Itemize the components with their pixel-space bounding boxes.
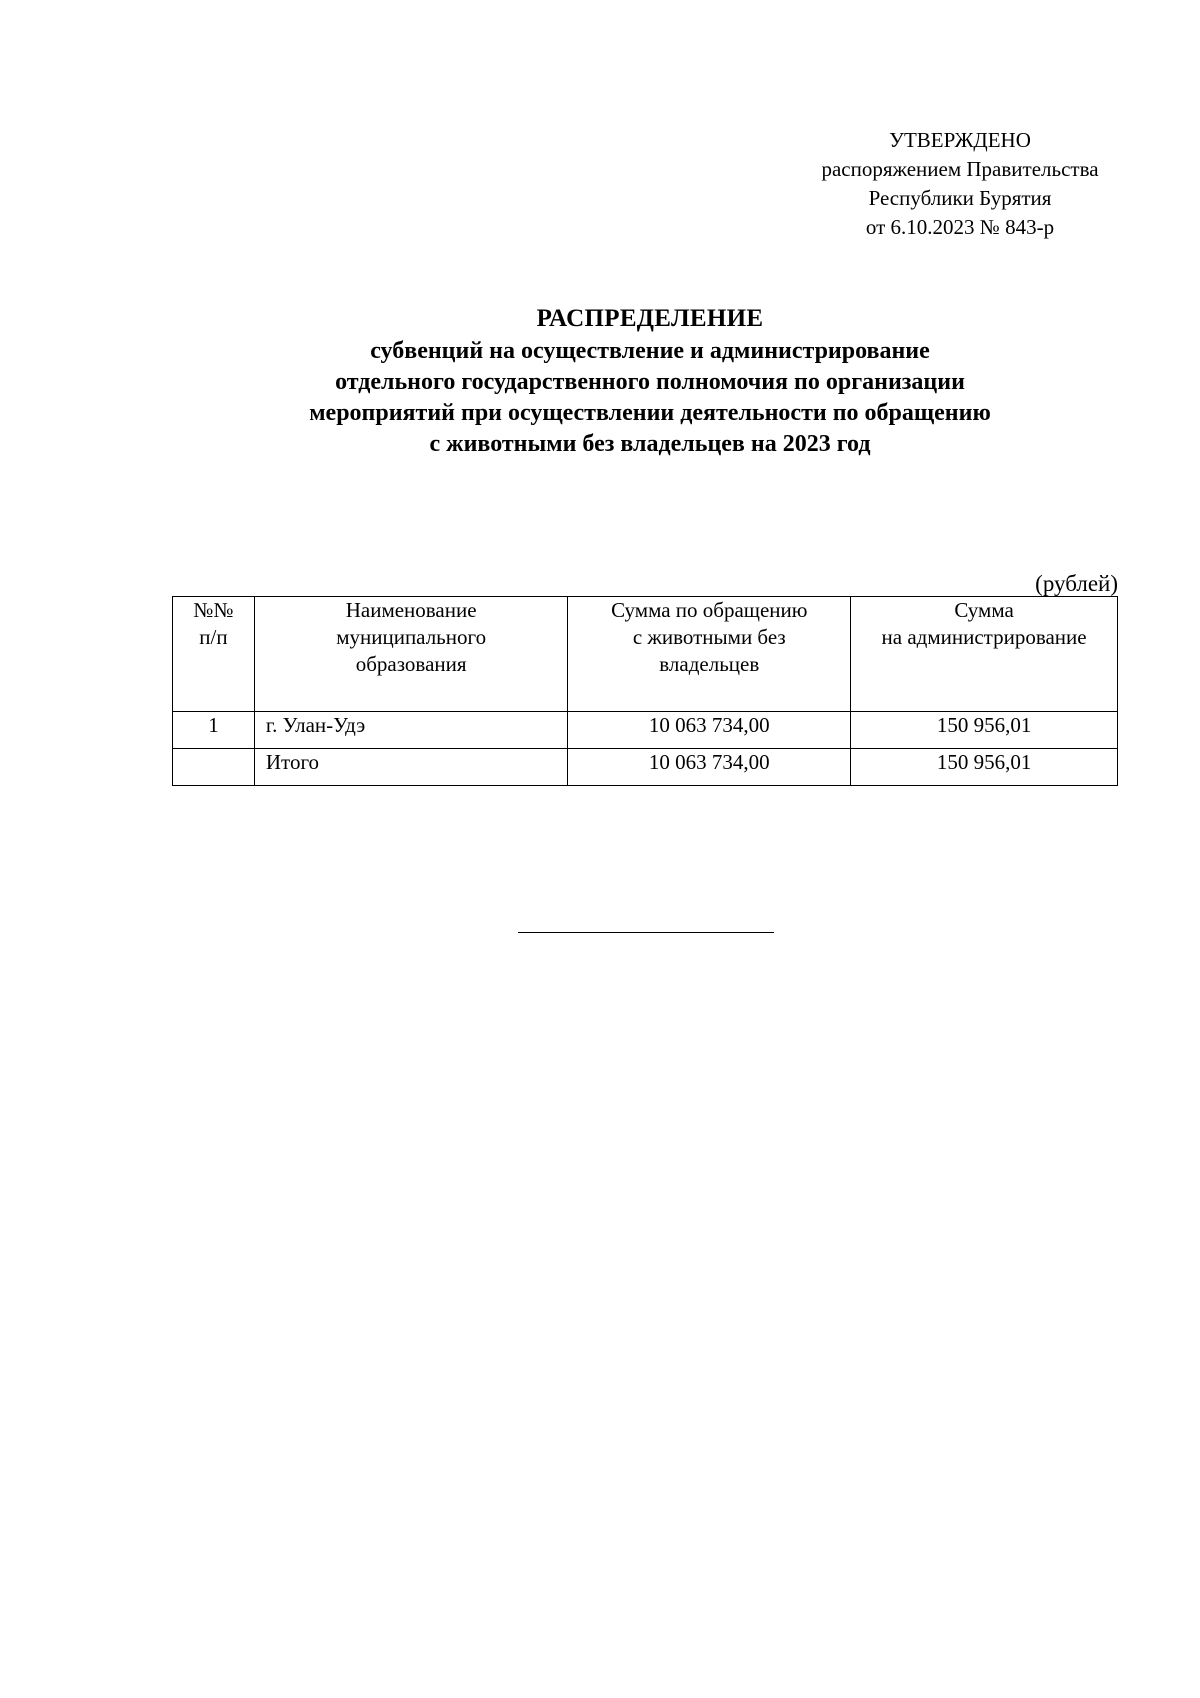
end-divider [518, 932, 774, 933]
approval-region: Республики Бурятия [868, 186, 1052, 210]
cell-num: 1 [173, 712, 255, 749]
cell-sum-admin: 150 956,01 [851, 749, 1118, 786]
cell-name: г. Улан-Удэ [254, 712, 568, 749]
cell-sum-animals: 10 063 734,00 [568, 749, 851, 786]
distribution-table [172, 596, 1118, 786]
cell-sum-admin: 150 956,01 [851, 712, 1118, 749]
title-main: РАСПРЕДЕЛЕНИЕ [536, 305, 764, 332]
table-total-row [173, 749, 1118, 786]
header-sum-admin-line: на администрирование [881, 625, 1087, 649]
header-sum-admin [851, 597, 1118, 712]
cell-sum-animals: 10 063 734,00 [568, 712, 851, 749]
header-num-line: №№ [193, 598, 234, 622]
approval-issuer: распоряжением Правительства [821, 157, 1099, 181]
title-subtitle-line: с животными без владельцев на 2023 год [429, 431, 871, 457]
header-name-line: образования [355, 652, 467, 676]
table-row [173, 712, 1118, 749]
currency-units: (рублей) [1035, 571, 1118, 596]
document-title [140, 302, 1160, 460]
header-num-line: п/п [199, 625, 228, 649]
header-sum-admin-line: Сумма [954, 598, 1014, 622]
header-sum-animals-line: с животными без [632, 625, 786, 649]
title-subtitle-line: мероприятий при осуществлении деятельности по обращению [309, 400, 991, 426]
header-sum-animals-line: Сумма по обращению [611, 598, 808, 622]
cell-name: Итого [254, 749, 568, 786]
header-num [173, 597, 255, 712]
header-name [254, 597, 568, 712]
approval-date-number: от 6.10.2023 № 843-р [865, 215, 1055, 239]
header-sum-animals-line: владельцев [659, 652, 760, 676]
title-subtitle-line: отдельного государственного полномочия по организации [335, 369, 965, 395]
cell-num [173, 749, 255, 786]
header-sum-animals [568, 597, 851, 712]
header-name-line: муниципального [336, 625, 487, 649]
title-subtitle [140, 336, 1160, 460]
header-name-line: Наименование [345, 598, 477, 622]
approval-heading: УТВЕРЖДЕНО [889, 128, 1031, 152]
title-subtitle-line: субвенций на осуществление и администрирование [370, 338, 930, 364]
table-header-row [173, 597, 1118, 712]
approval-stamp [760, 126, 1160, 242]
